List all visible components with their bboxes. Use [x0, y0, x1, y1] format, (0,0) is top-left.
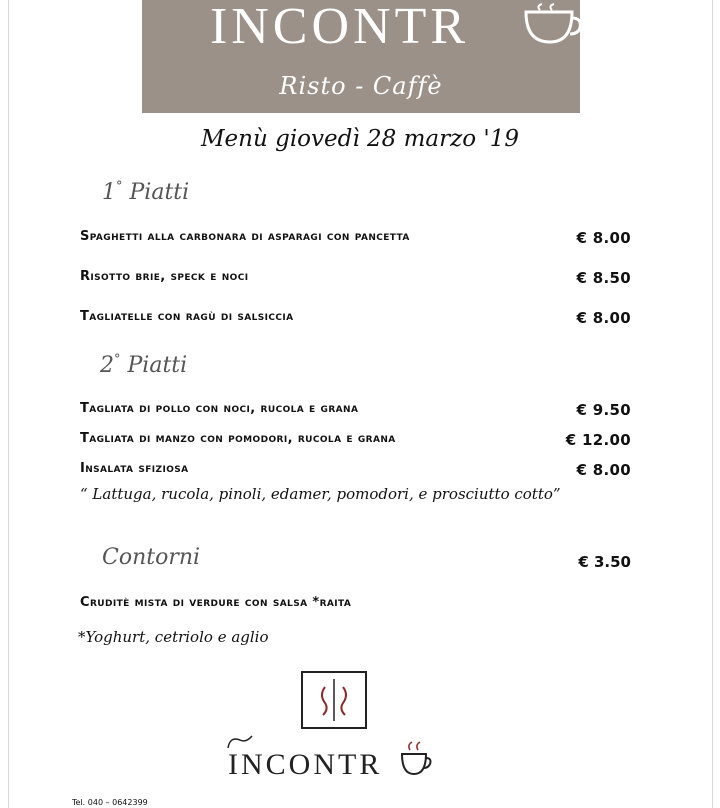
- section-heading-first-courses: [102, 180, 189, 205]
- section-number: 2: [100, 353, 114, 378]
- restaurant-logo-icon: [301, 671, 367, 729]
- menu-item: [80, 269, 631, 289]
- tagline: Risto - Caffè: [279, 72, 443, 100]
- section-heading-sides: Contorni: [102, 545, 201, 570]
- section-title: Piatti: [129, 180, 190, 205]
- dish-name: Insalata sfiziosa: [80, 461, 189, 476]
- footer-brand-name: INCONTR: [228, 748, 383, 781]
- menu-item: [80, 401, 631, 421]
- header-banner: [142, 0, 580, 113]
- footnote: *Yoghurt, cetriolo e aglio: [78, 628, 269, 646]
- section-title: Piatti: [127, 353, 188, 378]
- menu-item: [80, 461, 631, 481]
- section-number: 1: [102, 180, 116, 205]
- page-edge-left: [8, 0, 9, 808]
- dish-price: € 9.50: [576, 401, 631, 419]
- brand-name: INCONTR: [209, 0, 470, 55]
- logo-mark-icon: [303, 673, 365, 727]
- section-heading-second-courses: [100, 353, 187, 378]
- dish-name: Tagliata di manzo con pomodori, rucola e grana: [80, 431, 396, 446]
- menu-item: [80, 595, 631, 615]
- degree-mark: °: [116, 179, 123, 194]
- dish-price: € 8.00: [576, 229, 631, 247]
- dish-description: “ Lattuga, rucola, pinoli, edamer, pomodori, e prosciutto cotto”: [80, 485, 561, 503]
- coffee-cup-icon: [398, 738, 432, 778]
- phone-number: Tel. 040 – 0642399: [72, 798, 148, 807]
- dish-price: € 8.00: [576, 309, 631, 327]
- dish-price: € 8.00: [576, 461, 631, 479]
- degree-mark: °: [114, 352, 121, 367]
- dish-name: Tagliatelle con ragù di salsiccia: [80, 309, 294, 324]
- dish-name: Cruditè mista di verdure con salsa *raita: [80, 595, 352, 610]
- dish-price: € 12.00: [565, 431, 631, 449]
- menu-item: [80, 229, 631, 249]
- menu-item: [80, 431, 631, 451]
- dish-name: Risotto brie, speck e noci: [80, 269, 249, 284]
- dish-price: € 8.50: [576, 269, 631, 287]
- menu-date: Menù giovedì 28 marzo '19: [201, 126, 519, 152]
- sides-price: € 3.50: [578, 553, 631, 571]
- page-edge-right: [712, 0, 713, 808]
- menu-item: [80, 309, 631, 329]
- dish-name: Tagliata di pollo con noci, rucola e grana: [80, 401, 359, 416]
- dish-name: Spaghetti alla carbonara di asparagi con pancetta: [80, 229, 410, 244]
- footer-brand: [222, 734, 432, 782]
- coffee-cup-icon: [522, 2, 582, 48]
